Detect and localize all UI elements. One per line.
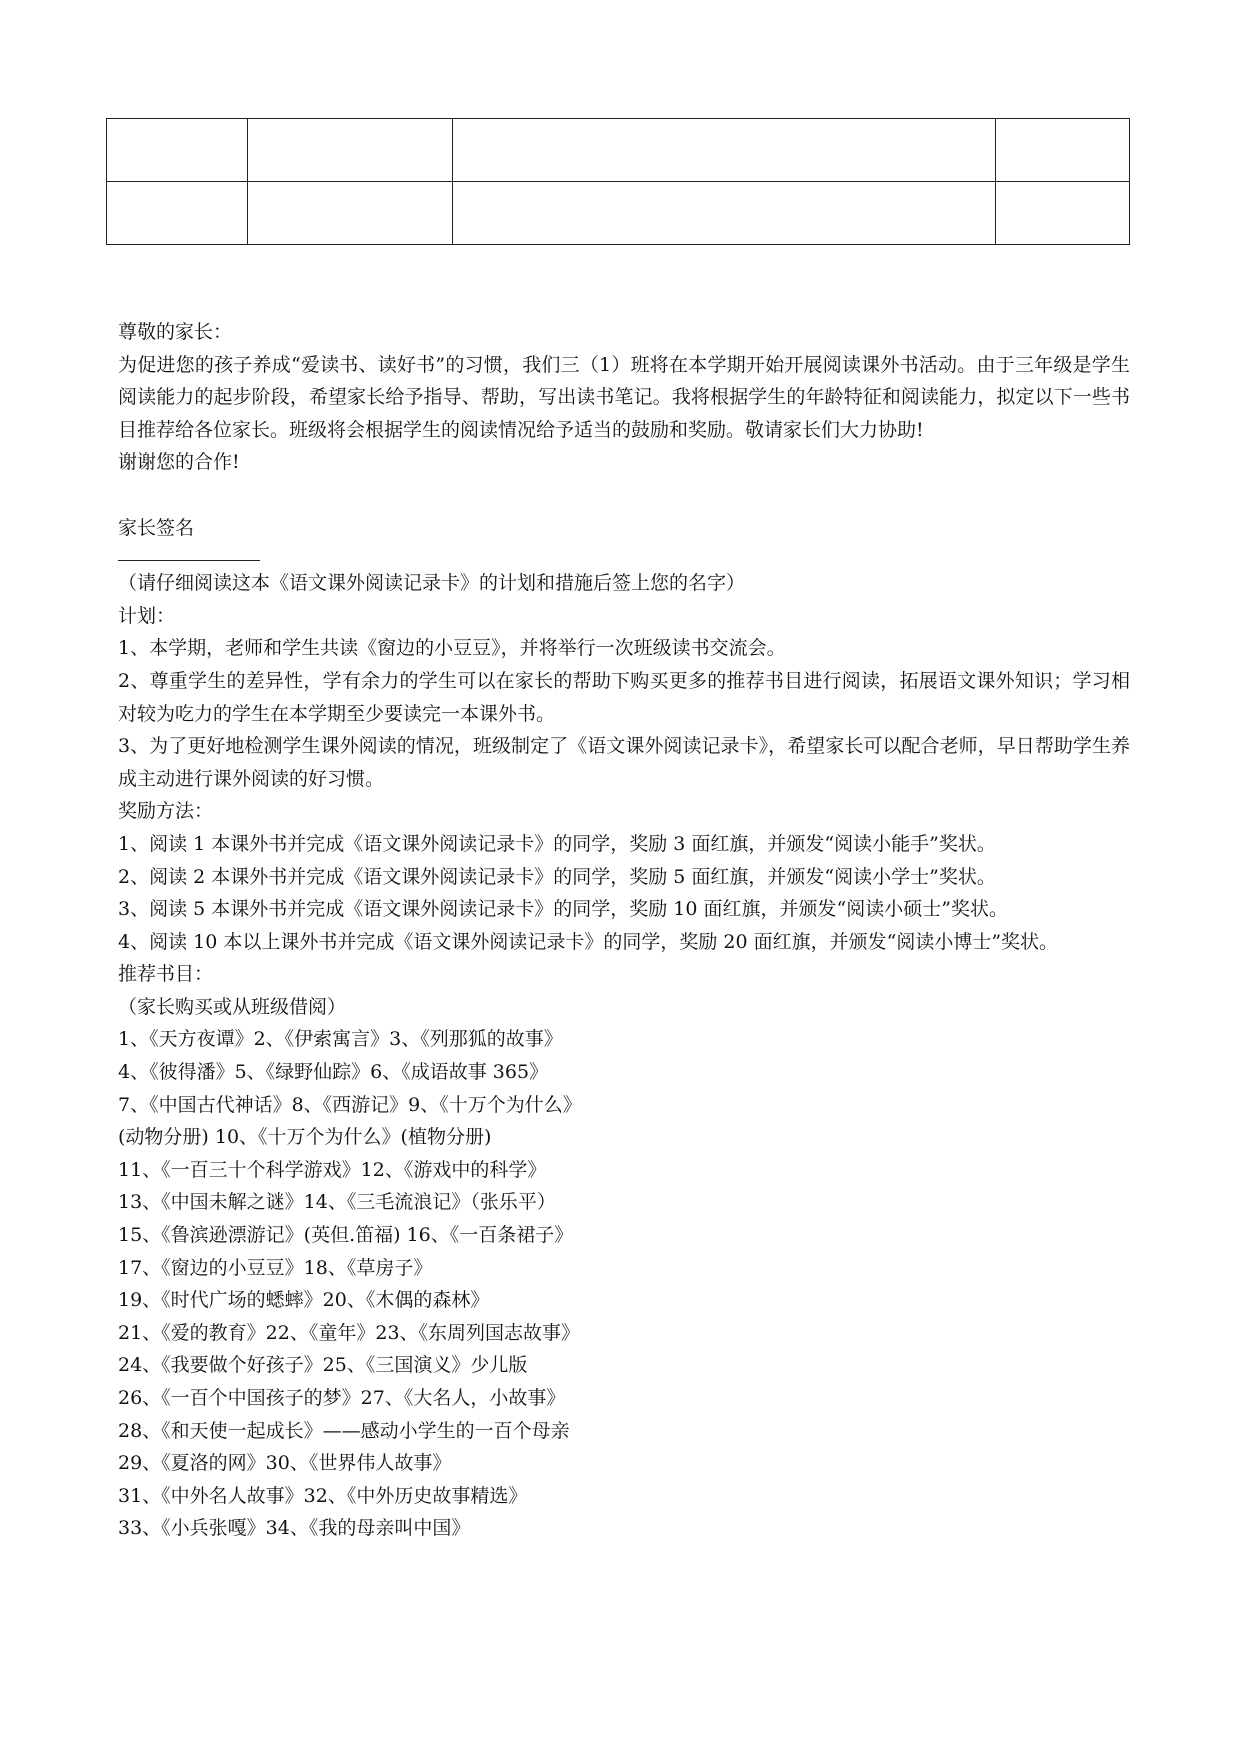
table-cell (453, 119, 996, 182)
book-list-line: (动物分册) 10、《十万个为什么》(植物分册) (118, 1126, 492, 1149)
book-list-line: 4、《彼得潘》5、《绿野仙踪》6、《成语故事 365》 (118, 1061, 549, 1084)
table-cell (453, 182, 996, 245)
books-heading: 推荐书目： (118, 963, 214, 986)
book-list-line: 17、《窗边的小豆豆》18、《草房子》 (118, 1256, 433, 1279)
reward-item: 1、阅读 1 本课外书并完成《语文课外阅读记录卡》的同学，奖励 3 面红旗，并颁发“阅读小能手”奖状。 (118, 832, 996, 855)
empty-record-table (106, 118, 1130, 245)
book-list-line: 26、《一百个中国孩子的梦》27、《大名人，小故事》 (118, 1387, 566, 1409)
plan-item: 1、本学期，老师和学生共读《窗边的小豆豆》，并将举行一次班级读书交流会。 (118, 637, 786, 660)
book-list-line: 24、《我要做个好孩子》25、《三国演义》少儿版 (118, 1354, 528, 1377)
table-cell (995, 119, 1129, 182)
greeting: 尊敬的家长： (118, 321, 233, 343)
plan-item: 2、尊重学生的差异性，学有余力的学生可以在家长的帮助下购买更多的推荐书目进行阅读，拓展语文课外知识；学习相对较为吃力的学生在本学期至少要读完一本课外书。 (118, 669, 1130, 725)
books-note: （家长购买或从班级借阅） (118, 995, 347, 1018)
plan-item: 3、为了更好地检测学生课外阅读的情况，班级制定了《语文课外阅读记录卡》，希望家长可以配合老师，早日帮助学生养成主动进行课外阅读的好习惯。 (118, 735, 1130, 790)
book-list-line: 21、《爱的教育》22、《童年》23、《东周列国志故事》 (118, 1321, 581, 1344)
thanks-line: 谢谢您的合作! (118, 451, 240, 474)
intro-paragraph: 为促进您的孩子养成“爱读书、读好书”的习惯，我们三（1）班将在本学期开始开展阅读课外书活动。由于三年级是学生阅读能力的起步阶段，希望家长给予指导、帮助，写出读书笔记。我将根据学生的年龄特征和阅读能力，拟定以下一些书目推荐给各位家长。班级将会根据学生的阅读情况给予适当的鼓励和奖励。敬请家长们大力协助! (118, 353, 1130, 441)
book-list-line: 31、《中外名人故事》32、《中外历史故事精选》 (118, 1484, 528, 1507)
book-list-line: 29、《夏洛的网》30、《世界伟人故事》 (118, 1452, 452, 1475)
table-row (107, 119, 1130, 182)
table-cell (107, 119, 248, 182)
book-list-line: 13、《中国未解之谜》14、《三毛流浪记》（张乐平） (118, 1191, 556, 1214)
book-list-line: 11、《一百三十个科学游戏》12、《游戏中的科学》 (118, 1158, 547, 1181)
book-list-line: 15、《鲁滨逊漂游记》(英但.笛福) 16、《一百条裙子》 (118, 1224, 574, 1247)
table-cell (248, 182, 453, 245)
book-list-line: 7、《中国古代神话》8、《西游记》9、《十万个为什么》 (118, 1093, 582, 1116)
book-list-line: 19、《时代广场的蟋蟀》20、《木偶的森林》 (118, 1289, 490, 1312)
signature-line (118, 560, 260, 561)
reward-item: 3、阅读 5 本课外书并完成《语文课外阅读记录卡》的同学，奖励 10 面红旗，并颁发“阅读小硕士”奖状。 (118, 898, 1008, 921)
book-list-line: 33、《小兵张嘎》34、《我的母亲叫中国》 (118, 1517, 471, 1540)
table-row (107, 182, 1130, 245)
letter-body (118, 316, 1130, 1545)
table-cell (248, 119, 453, 182)
reward-item: 2、阅读 2 本课外书并完成《语文课外阅读记录卡》的同学，奖励 5 面红旗，并颁发“阅读小学士”奖状。 (118, 865, 996, 888)
book-list-line: 28、《和天使一起成长》——感动小学生的一百个母亲 (118, 1419, 570, 1442)
signature-note: （请仔细阅读这本《语文课外阅读记录卡》的计划和措施后签上您的名字） (118, 572, 746, 595)
table-cell (995, 182, 1129, 245)
rewards-heading: 奖励方法： (118, 800, 214, 823)
reward-item: 4、阅读 10 本以上课外书并完成《语文课外阅读记录卡》的同学，奖励 20 面红旗，并颁发“阅读小博士”奖状。 (118, 930, 1059, 953)
table-cell (107, 182, 248, 245)
spacer (118, 479, 1130, 512)
book-list-line: 1、《天方夜谭》2、《伊索寓言》3、《列那狐的故事》 (118, 1028, 563, 1051)
plan-heading: 计划： (118, 604, 176, 627)
signature-label: 家长签名 (118, 516, 195, 539)
